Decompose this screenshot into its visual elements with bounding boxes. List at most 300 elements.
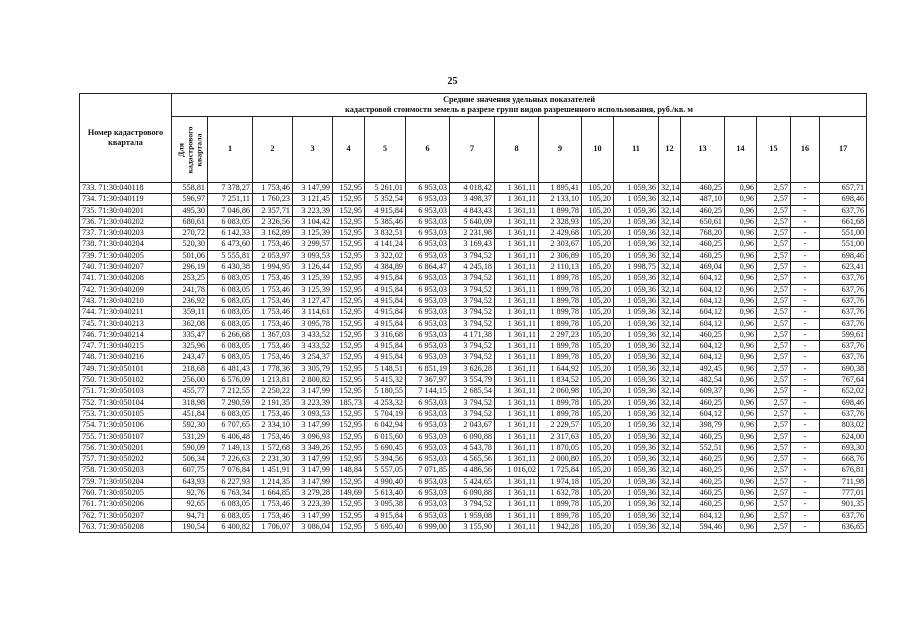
value-cell: 5 613,40 bbox=[365, 488, 406, 499]
value-cell: 637,76 bbox=[820, 307, 867, 318]
value-cell: 1 899,78 bbox=[539, 352, 582, 363]
value-cell: 6 953,03 bbox=[406, 510, 450, 521]
group-header-3: 3 bbox=[293, 117, 333, 183]
value-cell: 190,54 bbox=[172, 521, 208, 532]
table-row bbox=[80, 239, 867, 250]
value-cell: 6 707,65 bbox=[208, 420, 253, 431]
value-cell: 0,96 bbox=[725, 431, 757, 442]
value-cell: 0,96 bbox=[725, 386, 757, 397]
value-cell: 460,25 bbox=[681, 250, 725, 261]
value-cell: 6 953,03 bbox=[406, 205, 450, 216]
value-cell: 3 147,99 bbox=[293, 476, 333, 487]
value-cell: 3 254,37 bbox=[293, 352, 333, 363]
value-cell: 2 043,67 bbox=[450, 420, 495, 431]
table-row bbox=[80, 318, 867, 329]
value-cell: 4 915,84 bbox=[365, 307, 406, 318]
value-cell: 4 915,84 bbox=[365, 341, 406, 352]
value-cell: 362,08 bbox=[172, 318, 208, 329]
value-cell: 1 059,36 bbox=[614, 408, 659, 419]
kv-cell: 738. 71:30:040204 bbox=[80, 239, 172, 250]
value-cell: 3 095,38 bbox=[365, 499, 406, 510]
value-cell: 2 110,13 bbox=[539, 262, 582, 273]
value-cell: 637,76 bbox=[820, 205, 867, 216]
value-cell: 5 394,56 bbox=[365, 454, 406, 465]
kv-cell: 761. 71:30:050206 bbox=[80, 499, 172, 510]
value-cell: 4 171,38 bbox=[450, 329, 495, 340]
value-cell: - bbox=[791, 205, 820, 216]
value-cell: 152,95 bbox=[333, 228, 365, 239]
value-cell: 105,20 bbox=[582, 442, 614, 453]
value-cell: 599,61 bbox=[820, 329, 867, 340]
value-cell: 105,20 bbox=[582, 454, 614, 465]
value-cell: 6 953,03 bbox=[406, 318, 450, 329]
value-cell: 636,65 bbox=[820, 521, 867, 532]
group-header-11: 11 bbox=[614, 117, 659, 183]
group-header-6: 6 bbox=[406, 117, 450, 183]
value-cell: 604,12 bbox=[681, 510, 725, 521]
value-cell: 1 778,36 bbox=[253, 363, 293, 374]
value-cell: - bbox=[791, 386, 820, 397]
table-row bbox=[80, 228, 867, 239]
value-cell: 236,92 bbox=[172, 295, 208, 306]
value-cell: 152,95 bbox=[333, 183, 365, 194]
value-cell: 3 794,52 bbox=[450, 318, 495, 329]
value-cell: 0,96 bbox=[725, 341, 757, 352]
value-cell: 3 162,89 bbox=[253, 228, 293, 239]
value-cell: 0,96 bbox=[725, 363, 757, 374]
value-cell: 1 059,36 bbox=[614, 420, 659, 431]
value-cell: 6 430,38 bbox=[208, 262, 253, 273]
value-cell: 32,14 bbox=[659, 307, 681, 318]
value-cell: 3 349,26 bbox=[293, 442, 333, 453]
value-cell: 0,96 bbox=[725, 408, 757, 419]
value-cell: 1 059,36 bbox=[614, 341, 659, 352]
value-cell: 6 953,03 bbox=[406, 183, 450, 194]
value-cell: 32,14 bbox=[659, 465, 681, 476]
value-cell: 1 899,78 bbox=[539, 284, 582, 295]
value-cell: 0,96 bbox=[725, 228, 757, 239]
value-cell: 105,20 bbox=[582, 386, 614, 397]
value-cell: 2,57 bbox=[757, 431, 791, 442]
value-cell: 1 059,36 bbox=[614, 307, 659, 318]
value-cell: 6 953,03 bbox=[406, 307, 450, 318]
value-cell: - bbox=[791, 521, 820, 532]
value-cell: 7 367,97 bbox=[406, 375, 450, 386]
kv-cell: 762. 71:30:050207 bbox=[80, 510, 172, 521]
value-cell: 487,10 bbox=[681, 194, 725, 205]
value-cell: 2 133,10 bbox=[539, 194, 582, 205]
value-cell: 32,14 bbox=[659, 408, 681, 419]
value-cell: 6 953,03 bbox=[406, 228, 450, 239]
value-cell: 0,96 bbox=[725, 307, 757, 318]
value-cell: 607,75 bbox=[172, 465, 208, 476]
value-cell: 218,68 bbox=[172, 363, 208, 374]
value-cell: 1 059,36 bbox=[614, 273, 659, 284]
value-cell: 6 953,03 bbox=[406, 295, 450, 306]
value-cell: 1 361,11 bbox=[495, 295, 539, 306]
value-cell: 1 753,46 bbox=[253, 408, 293, 419]
group-header-14: 14 bbox=[725, 117, 757, 183]
group-header-4: 4 bbox=[333, 117, 365, 183]
value-cell: 1 059,36 bbox=[614, 352, 659, 363]
group-header-12: 12 bbox=[659, 117, 681, 183]
value-cell: 6 953,03 bbox=[406, 194, 450, 205]
value-cell: 1 059,36 bbox=[614, 284, 659, 295]
value-cell: 152,95 bbox=[333, 375, 365, 386]
value-cell: 3 125,39 bbox=[293, 273, 333, 284]
value-cell: 6 864,47 bbox=[406, 262, 450, 273]
value-cell: - bbox=[791, 431, 820, 442]
value-cell: 698,46 bbox=[820, 397, 867, 408]
table-row bbox=[80, 431, 867, 442]
value-cell: - bbox=[791, 408, 820, 419]
value-cell: 6 266,68 bbox=[208, 329, 253, 340]
value-cell: 596,97 bbox=[172, 194, 208, 205]
value-cell: 105,20 bbox=[582, 183, 614, 194]
value-cell: 1 942,28 bbox=[539, 521, 582, 532]
value-cell: 105,20 bbox=[582, 476, 614, 487]
value-cell: 1 664,85 bbox=[253, 488, 293, 499]
value-cell: 32,14 bbox=[659, 250, 681, 261]
value-cell: 777,01 bbox=[820, 488, 867, 499]
page-number: 25 bbox=[447, 76, 458, 87]
value-cell: - bbox=[791, 442, 820, 453]
value-cell: 7 076,84 bbox=[208, 465, 253, 476]
value-cell: 7 378,27 bbox=[208, 183, 253, 194]
value-cell: 1 059,36 bbox=[614, 228, 659, 239]
value-cell: 105,20 bbox=[582, 307, 614, 318]
value-cell: 6 953,03 bbox=[406, 431, 450, 442]
value-cell: 32,14 bbox=[659, 375, 681, 386]
value-cell: 1 059,36 bbox=[614, 499, 659, 510]
value-cell: 624,00 bbox=[820, 431, 867, 442]
value-cell: 6 083,05 bbox=[208, 341, 253, 352]
value-cell: 1 016,02 bbox=[495, 465, 539, 476]
value-cell: 32,14 bbox=[659, 442, 681, 453]
value-cell: 7 071,85 bbox=[406, 465, 450, 476]
value-cell: - bbox=[791, 284, 820, 295]
value-cell: 1 059,36 bbox=[614, 318, 659, 329]
value-cell: 1 644,92 bbox=[539, 363, 582, 374]
value-cell: 1 895,41 bbox=[539, 183, 582, 194]
value-cell: 1 361,11 bbox=[495, 363, 539, 374]
kv-cell: 756. 71:30:050201 bbox=[80, 442, 172, 453]
value-cell: 32,14 bbox=[659, 318, 681, 329]
value-cell: 1 760,23 bbox=[253, 194, 293, 205]
table-row bbox=[80, 521, 867, 532]
value-cell: 4 486,56 bbox=[450, 465, 495, 476]
value-cell: 901,35 bbox=[820, 499, 867, 510]
value-cell: 2,57 bbox=[757, 363, 791, 374]
value-cell: 7 212,55 bbox=[208, 386, 253, 397]
value-cell: 2 306,89 bbox=[539, 250, 582, 261]
value-cell: 241,78 bbox=[172, 284, 208, 295]
value-cell: 6 953,03 bbox=[406, 216, 450, 227]
value-cell: 105,20 bbox=[582, 397, 614, 408]
value-cell: 1 361,11 bbox=[495, 420, 539, 431]
value-cell: 3 794,52 bbox=[450, 408, 495, 419]
value-cell: 1 899,78 bbox=[539, 295, 582, 306]
value-cell: 105,20 bbox=[582, 499, 614, 510]
value-cell: 0,96 bbox=[725, 476, 757, 487]
kv-cell: 757. 71:30:050202 bbox=[80, 454, 172, 465]
value-cell: 1 059,36 bbox=[614, 295, 659, 306]
value-cell: 152,95 bbox=[333, 431, 365, 442]
value-cell: 152,95 bbox=[333, 194, 365, 205]
value-cell: 32,14 bbox=[659, 183, 681, 194]
value-cell: 6 083,05 bbox=[208, 318, 253, 329]
value-cell: 1 059,36 bbox=[614, 431, 659, 442]
value-cell: 6 083,05 bbox=[208, 408, 253, 419]
value-cell: 2,57 bbox=[757, 183, 791, 194]
value-cell: 2 800,82 bbox=[293, 375, 333, 386]
kv-cell: 739. 71:30:040205 bbox=[80, 250, 172, 261]
table-row bbox=[80, 386, 867, 397]
value-cell: 1 361,11 bbox=[495, 352, 539, 363]
value-cell: 1 361,11 bbox=[495, 386, 539, 397]
value-cell: 1 361,11 bbox=[495, 262, 539, 273]
value-cell: 6 015,60 bbox=[365, 431, 406, 442]
table-row bbox=[80, 454, 867, 465]
value-cell: 6 083,05 bbox=[208, 295, 253, 306]
value-cell: 1 361,11 bbox=[495, 499, 539, 510]
value-cell: 1 632,78 bbox=[539, 488, 582, 499]
value-cell: 2,57 bbox=[757, 442, 791, 453]
value-cell: 296,19 bbox=[172, 262, 208, 273]
value-cell: 105,20 bbox=[582, 431, 614, 442]
value-cell: 2,57 bbox=[757, 205, 791, 216]
value-cell: - bbox=[791, 397, 820, 408]
value-cell: 152,95 bbox=[333, 307, 365, 318]
kv-cell: 753. 71:30:050105 bbox=[80, 408, 172, 419]
value-cell: 2,57 bbox=[757, 273, 791, 284]
value-cell: 4 915,84 bbox=[365, 352, 406, 363]
value-cell: 32,14 bbox=[659, 205, 681, 216]
value-cell: 1 899,78 bbox=[539, 397, 582, 408]
value-cell: 1 361,11 bbox=[495, 521, 539, 532]
kv-cell: 751. 71:30:050103 bbox=[80, 386, 172, 397]
value-cell: 335,47 bbox=[172, 329, 208, 340]
value-cell: 3 147,99 bbox=[293, 510, 333, 521]
value-cell: 32,14 bbox=[659, 420, 681, 431]
table-row bbox=[80, 352, 867, 363]
value-cell: 1 706,07 bbox=[253, 521, 293, 532]
main-header-line1: Средние значения удельных показателей bbox=[443, 94, 596, 104]
kv-cell: 754. 71:30:050106 bbox=[80, 420, 172, 431]
value-cell: 152,95 bbox=[333, 205, 365, 216]
value-cell: 1 213,81 bbox=[253, 375, 293, 386]
value-cell: 623,41 bbox=[820, 262, 867, 273]
value-cell: 4 245,18 bbox=[450, 262, 495, 273]
value-cell: 2,57 bbox=[757, 386, 791, 397]
value-cell: 105,20 bbox=[582, 375, 614, 386]
kv-cell: 747. 71:30:040215 bbox=[80, 341, 172, 352]
value-cell: 5 704,19 bbox=[365, 408, 406, 419]
value-cell: 1 899,78 bbox=[539, 205, 582, 216]
value-cell: 2 303,67 bbox=[539, 239, 582, 250]
value-cell: - bbox=[791, 454, 820, 465]
value-cell: 2,57 bbox=[757, 284, 791, 295]
value-cell: 3 554,79 bbox=[450, 375, 495, 386]
value-cell: 32,14 bbox=[659, 499, 681, 510]
value-cell: 2,57 bbox=[757, 239, 791, 250]
value-cell: 1 059,36 bbox=[614, 442, 659, 453]
value-cell: - bbox=[791, 341, 820, 352]
value-cell: 1 361,11 bbox=[495, 318, 539, 329]
value-cell: 3 498,37 bbox=[450, 194, 495, 205]
value-cell: 3 305,79 bbox=[293, 363, 333, 374]
kv-cell: 749. 71:30:050101 bbox=[80, 363, 172, 374]
value-cell: 2 297,23 bbox=[539, 329, 582, 340]
value-cell: 6 953,03 bbox=[406, 420, 450, 431]
value-cell: 6 953,03 bbox=[406, 352, 450, 363]
value-cell: 5 385,46 bbox=[365, 216, 406, 227]
value-cell: 105,20 bbox=[582, 318, 614, 329]
value-cell: 1 899,78 bbox=[539, 341, 582, 352]
value-cell: 643,93 bbox=[172, 476, 208, 487]
value-cell: 5 148,51 bbox=[365, 363, 406, 374]
table-row bbox=[80, 375, 867, 386]
value-cell: 4 915,84 bbox=[365, 273, 406, 284]
table-row bbox=[80, 408, 867, 419]
value-cell: 0,96 bbox=[725, 262, 757, 273]
table-row bbox=[80, 295, 867, 306]
value-cell: 105,20 bbox=[582, 352, 614, 363]
table-row bbox=[80, 488, 867, 499]
value-cell: 2 229,57 bbox=[539, 420, 582, 431]
value-cell: 3 223,39 bbox=[293, 499, 333, 510]
table-row bbox=[80, 273, 867, 284]
value-cell: 1 361,11 bbox=[495, 250, 539, 261]
value-cell: 7 144,15 bbox=[406, 386, 450, 397]
value-cell: 1 059,36 bbox=[614, 488, 659, 499]
value-cell: 637,76 bbox=[820, 284, 867, 295]
table-row bbox=[80, 250, 867, 261]
value-cell: 5 690,45 bbox=[365, 442, 406, 453]
value-cell: 0,96 bbox=[725, 194, 757, 205]
kv-cell: 740. 71:30:040207 bbox=[80, 262, 172, 273]
table-row bbox=[80, 284, 867, 295]
value-cell: 2,57 bbox=[757, 194, 791, 205]
kv-cell: 737. 71:30:040203 bbox=[80, 228, 172, 239]
value-cell: 152,95 bbox=[333, 408, 365, 419]
value-cell: 594,46 bbox=[681, 521, 725, 532]
value-cell: 5 415,32 bbox=[365, 375, 406, 386]
value-cell: 460,25 bbox=[681, 488, 725, 499]
value-cell: 152,95 bbox=[333, 295, 365, 306]
table-row bbox=[80, 262, 867, 273]
value-cell: 495,30 bbox=[172, 205, 208, 216]
value-cell: 1 753,46 bbox=[253, 183, 293, 194]
value-cell: 6 090,88 bbox=[450, 488, 495, 499]
value-cell: 94,71 bbox=[172, 510, 208, 521]
value-cell: 637,76 bbox=[820, 352, 867, 363]
value-cell: 92,65 bbox=[172, 499, 208, 510]
value-cell: 3 096,93 bbox=[293, 431, 333, 442]
value-cell: 652,02 bbox=[820, 386, 867, 397]
value-cell: 6 851,19 bbox=[406, 363, 450, 374]
value-cell: 152,95 bbox=[333, 284, 365, 295]
value-cell: 2,57 bbox=[757, 307, 791, 318]
value-cell: 680,61 bbox=[172, 216, 208, 227]
value-cell: 3 093,53 bbox=[293, 408, 333, 419]
table-body bbox=[80, 183, 867, 533]
kv-cell: 746. 71:30:040214 bbox=[80, 329, 172, 340]
value-cell: 32,14 bbox=[659, 341, 681, 352]
value-cell: 5 640,09 bbox=[450, 216, 495, 227]
value-cell: 32,14 bbox=[659, 194, 681, 205]
value-cell: 3 125,39 bbox=[293, 228, 333, 239]
value-cell: 3 147,99 bbox=[293, 454, 333, 465]
value-cell: 1 994,95 bbox=[253, 262, 293, 273]
value-cell: 3 794,52 bbox=[450, 499, 495, 510]
value-cell: 592,30 bbox=[172, 420, 208, 431]
value-cell: 501,06 bbox=[172, 250, 208, 261]
value-cell: 105,20 bbox=[582, 194, 614, 205]
value-cell: 148,84 bbox=[333, 465, 365, 476]
value-cell: 4 915,84 bbox=[365, 205, 406, 216]
value-cell: 3 104,42 bbox=[293, 216, 333, 227]
value-cell: 4 543,78 bbox=[450, 442, 495, 453]
value-cell: 5 180,55 bbox=[365, 386, 406, 397]
value-cell: 460,25 bbox=[681, 397, 725, 408]
value-cell: 1 367,03 bbox=[253, 329, 293, 340]
kv-cell: 748. 71:30:040216 bbox=[80, 352, 172, 363]
value-cell: - bbox=[791, 295, 820, 306]
value-cell: 460,25 bbox=[681, 183, 725, 194]
kv-cell: 745. 71:30:040213 bbox=[80, 318, 172, 329]
value-cell: 698,46 bbox=[820, 250, 867, 261]
value-cell: 1 361,11 bbox=[495, 341, 539, 352]
value-cell: - bbox=[791, 262, 820, 273]
value-cell: 6 083,05 bbox=[208, 499, 253, 510]
value-cell: 451,84 bbox=[172, 408, 208, 419]
value-cell: 1 753,46 bbox=[253, 239, 293, 250]
value-cell: 2,57 bbox=[757, 216, 791, 227]
value-cell: 152,95 bbox=[333, 363, 365, 374]
value-cell: - bbox=[791, 183, 820, 194]
value-cell: 2,57 bbox=[757, 341, 791, 352]
value-cell: 1 059,36 bbox=[614, 386, 659, 397]
value-cell: 32,14 bbox=[659, 454, 681, 465]
value-cell: 0,96 bbox=[725, 183, 757, 194]
value-cell: 6 953,03 bbox=[406, 397, 450, 408]
group-header-row bbox=[80, 117, 867, 183]
value-cell: 3 794,52 bbox=[450, 250, 495, 261]
table-row bbox=[80, 363, 867, 374]
value-cell: 637,76 bbox=[820, 318, 867, 329]
value-cell: 590,09 bbox=[172, 442, 208, 453]
value-cell: 460,25 bbox=[681, 465, 725, 476]
value-cell: 6 953,03 bbox=[406, 454, 450, 465]
value-cell: 3 147,99 bbox=[293, 465, 333, 476]
value-cell: 1 899,78 bbox=[539, 510, 582, 521]
value-cell: - bbox=[791, 216, 820, 227]
value-cell: 2,57 bbox=[757, 228, 791, 239]
value-cell: 1 361,11 bbox=[495, 284, 539, 295]
value-cell: 6 953,03 bbox=[406, 408, 450, 419]
value-cell: 1 059,36 bbox=[614, 183, 659, 194]
value-cell: 520,30 bbox=[172, 239, 208, 250]
value-cell: 482,54 bbox=[681, 375, 725, 386]
value-cell: 1 361,11 bbox=[495, 442, 539, 453]
value-cell: 1 959,08 bbox=[450, 510, 495, 521]
value-cell: 1 361,11 bbox=[495, 510, 539, 521]
value-cell: - bbox=[791, 488, 820, 499]
group-header-13: 13 bbox=[681, 117, 725, 183]
value-cell: 325,96 bbox=[172, 341, 208, 352]
value-cell: 105,20 bbox=[582, 488, 614, 499]
